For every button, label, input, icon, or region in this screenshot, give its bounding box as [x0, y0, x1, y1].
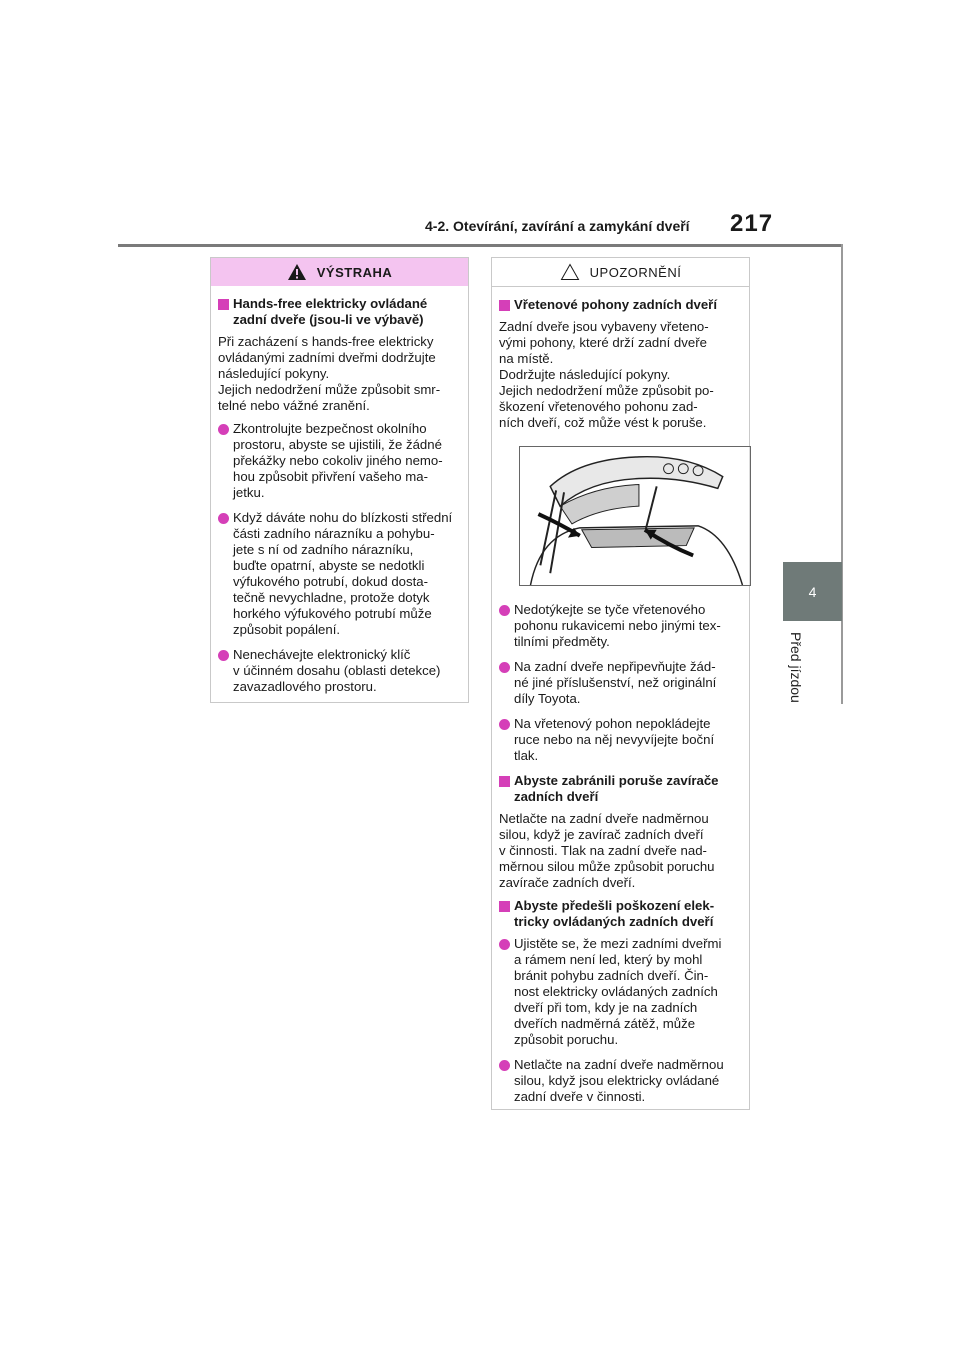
round-bullet-icon	[499, 662, 510, 673]
notice-box	[491, 257, 750, 1110]
round-bullet-icon	[218, 513, 229, 524]
tailgate-spindle-illustration	[519, 446, 751, 586]
square-bullet-icon	[499, 901, 510, 912]
header-divider	[118, 244, 841, 247]
warning-intro: Při zacházení s hands-free elektricky ovládanými zadními dveřmi dodržujte následující pokyny. Jejich nedodržení může způsobit smr- telné nebo vážné zranění.	[218, 334, 441, 413]
side-divider	[841, 244, 843, 704]
page-number: 217	[730, 210, 774, 237]
notice-section-title: Abyste zabránili poruše zavírače zadních dveří	[499, 773, 743, 805]
chapter-tab	[783, 562, 842, 621]
round-bullet-icon	[218, 424, 229, 435]
notice-section2-text: Netlačte na zadní dveře nadměrnou silou, když je zavírač zadních dveří v činnosti. Tlak na zadní dveře nad- měrnou silou může způsobit poruchu zavírače zadních dveří.	[499, 811, 715, 890]
round-bullet-icon	[218, 650, 229, 661]
warning-box	[210, 257, 469, 703]
chapter-label: Před jízdou	[788, 632, 804, 703]
notice-section-title: Vřetenové pohony zadních dveří	[499, 297, 743, 313]
round-bullet-icon	[499, 719, 510, 730]
notice-bullet: Na vřetenový pohon nepokládejte ruce nebo na něj nevyvíjejte boční tlak.	[499, 716, 743, 764]
notice-bullet: Ujistěte se, že mezi zadními dveřmi a rámem není led, který by mohl bránit pohybu zadních dveří. Čin- nost elektricky ovládaných zadních dveří při tom, kdy je na zadních dveřích nadměrná zátěž, může způsobit poruchu.	[499, 936, 743, 1048]
warning-bullet: Nenechávejte elektronický klíč v účinném dosahu (oblasti detekce) zavazadlového prostoru.	[218, 647, 462, 695]
square-bullet-icon	[218, 299, 229, 310]
notice-section-title: Abyste předešli poškození elek- tricky ovládaných zadních dveří	[499, 898, 743, 930]
round-bullet-icon	[499, 1060, 510, 1071]
warning-header	[211, 258, 468, 286]
notice-bullet: Na zadní dveře nepřipevňujte žád- né jiné příslušenství, než originální díly Toyota.	[499, 659, 743, 707]
round-bullet-icon	[499, 605, 510, 616]
warning-icon	[287, 263, 307, 281]
warning-section-title: Hands-free elektricky ovládané zadní dveře (jsou-li ve výbavě)	[218, 296, 462, 328]
notice-title: UPOZORNĚNÍ	[589, 264, 682, 280]
warning-bullet: Když dáváte nohu do blízkosti střední části zadního nárazníku a pohybu- jete s ní od zadního nárazníku, buďte opatrní, abyste se nedotkli výfukového potrubí, dokud dosta- tečně nevychladne, protože dotyk horkého výfukového potrubí může způsobit popálení.	[218, 510, 462, 638]
round-bullet-icon	[499, 939, 510, 950]
notice-section1-intro: Zadní dveře jsou vybaveny vřeteno- vými pohony, které drží zadní dveře na místě. Dodržujte následující pokyny. Jejich nedodržení může způsobit po- škození vřetenového pohonu zad- ních dveří, což může vést k poruše.	[499, 319, 714, 430]
square-bullet-icon	[499, 300, 510, 311]
warning-bullet: Zkontrolujte bezpečnost okolního prostoru, abyste se ujistili, že žádné překážky nebo cokoliv jiného nemo- hou způsobit přivření vašeho ma- jetku.	[218, 421, 462, 501]
section-header-title: 4-2. Otevírání, zavírání a zamykání dveří	[425, 218, 690, 234]
warning-title: VÝSTRAHA	[316, 264, 393, 280]
chapter-number: 4	[808, 583, 817, 600]
square-bullet-icon	[499, 776, 510, 787]
notice-bullet: Nedotýkejte se tyče vřetenového pohonu rukavicemi nebo jinými tex- tilními předměty.	[499, 602, 743, 650]
notice-header	[492, 258, 749, 287]
caution-icon	[560, 263, 580, 281]
notice-bullet: Netlačte na zadní dveře nadměrnou silou, když jsou elektricky ovládané zadní dveře v činnosti.	[499, 1057, 743, 1105]
